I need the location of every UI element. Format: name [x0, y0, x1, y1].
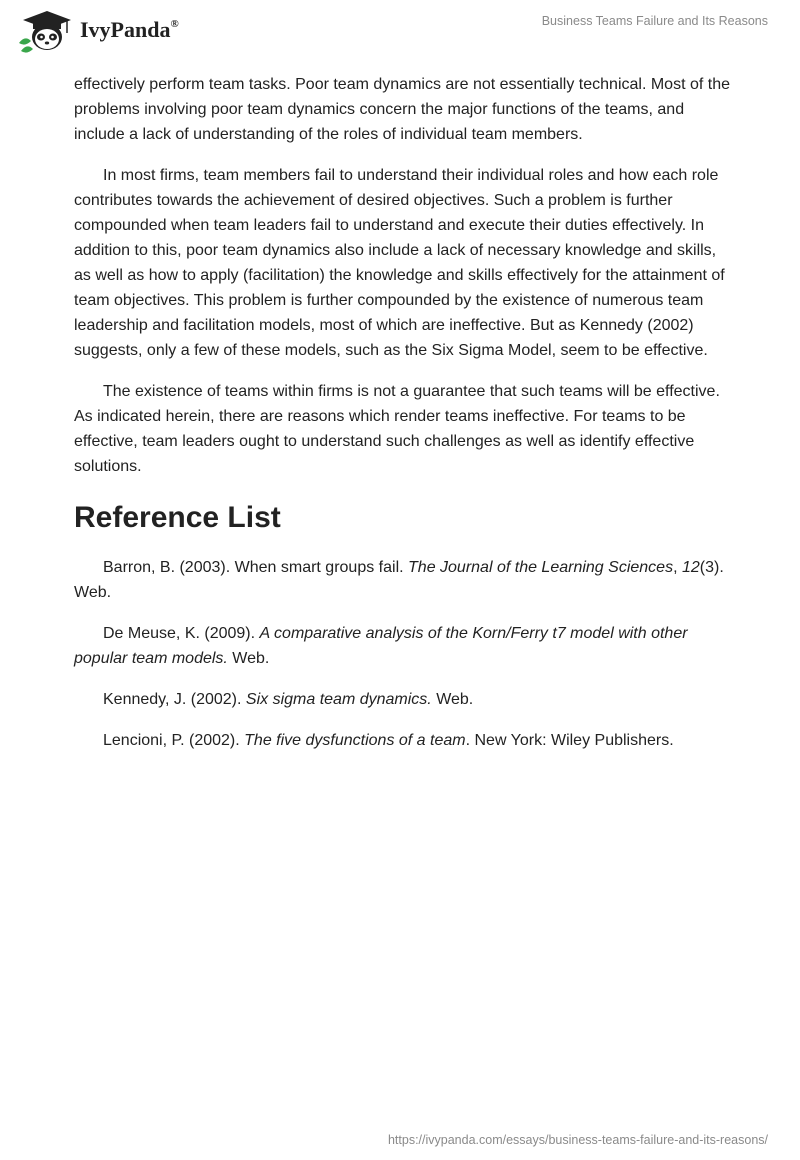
page-header [0, 0, 800, 70]
paragraph-1: effectively perform team tasks. Poor team dynamics are not essentially technical. Most of the problems involving poor team dynamics concern the major functions of the teams, and include a lack of understanding of the roles of individual team members. [74, 76, 730, 143]
reference-tail: (3). Web. [74, 559, 724, 601]
paragraph-3: The existence of teams within firms is not a guarantee that such teams will be effective. As indicated herein, there are reasons which render teams ineffective. For teams to be effective, team leaders ought to understand such challenges as well as identify effective solutions. [74, 383, 720, 475]
reference-title: The Journal of the Learning Sciences [408, 559, 674, 576]
paragraph-2: In most firms, team members fail to understand their individual roles and how each role contributes towards the achievement of desired objectives. Such a problem is further compounded when team leaders fail to understand and execute their duties effectively. In addition to this, poor team dynamics also include a lack of necessary knowledge and skills, as well as how to apply (facilitation) the knowledge and skills effectively for the attainment of team objectives. This problem is further compounded by the existence of numerous team leadership and facilitation models, most of which are ineffective. But as Kennedy (2002) suggests, only a few of these models, such as the Six Sigma Model, seem to be effective. [74, 167, 725, 359]
reference-title: A comparative analysis of the Korn/Ferry t7 model with other popular team models. [74, 625, 688, 667]
reference-tail: . New York: Wiley Publishers. [465, 732, 674, 749]
reference-author: Barron, B. (2003). When smart groups fail. [103, 559, 409, 576]
reference-list-heading: Reference List [74, 501, 281, 534]
reference-item [74, 621, 734, 671]
reference-separator: , [673, 559, 682, 576]
reference-item [74, 555, 734, 605]
reference-tail: Web. [431, 691, 474, 708]
article-body [74, 72, 734, 769]
brand-text: IvyPanda [80, 17, 171, 42]
brand-name[interactable] [80, 17, 179, 43]
source-url[interactable]: https://ivypanda.com/essays/business-teams-failure-and-its-reasons/ [387, 1133, 768, 1147]
reference-item [74, 728, 734, 753]
reference-author: Lencioni, P. (2002). [103, 732, 245, 749]
registered-mark: ® [170, 17, 179, 30]
reference-tail: Web. [227, 650, 270, 667]
panda-logo-icon[interactable] [15, 9, 79, 53]
reference-author: Kennedy, J. (2002). [103, 691, 246, 708]
reference-item [74, 687, 734, 712]
reference-volume: 12 [681, 559, 700, 576]
reference-title: Six sigma team dynamics. [245, 691, 432, 708]
reference-author: De Meuse, K. (2009). [103, 625, 260, 642]
document-title: Business Teams Failure and Its Reasons [541, 14, 768, 28]
reference-title: The five dysfunctions of a team [244, 732, 466, 749]
